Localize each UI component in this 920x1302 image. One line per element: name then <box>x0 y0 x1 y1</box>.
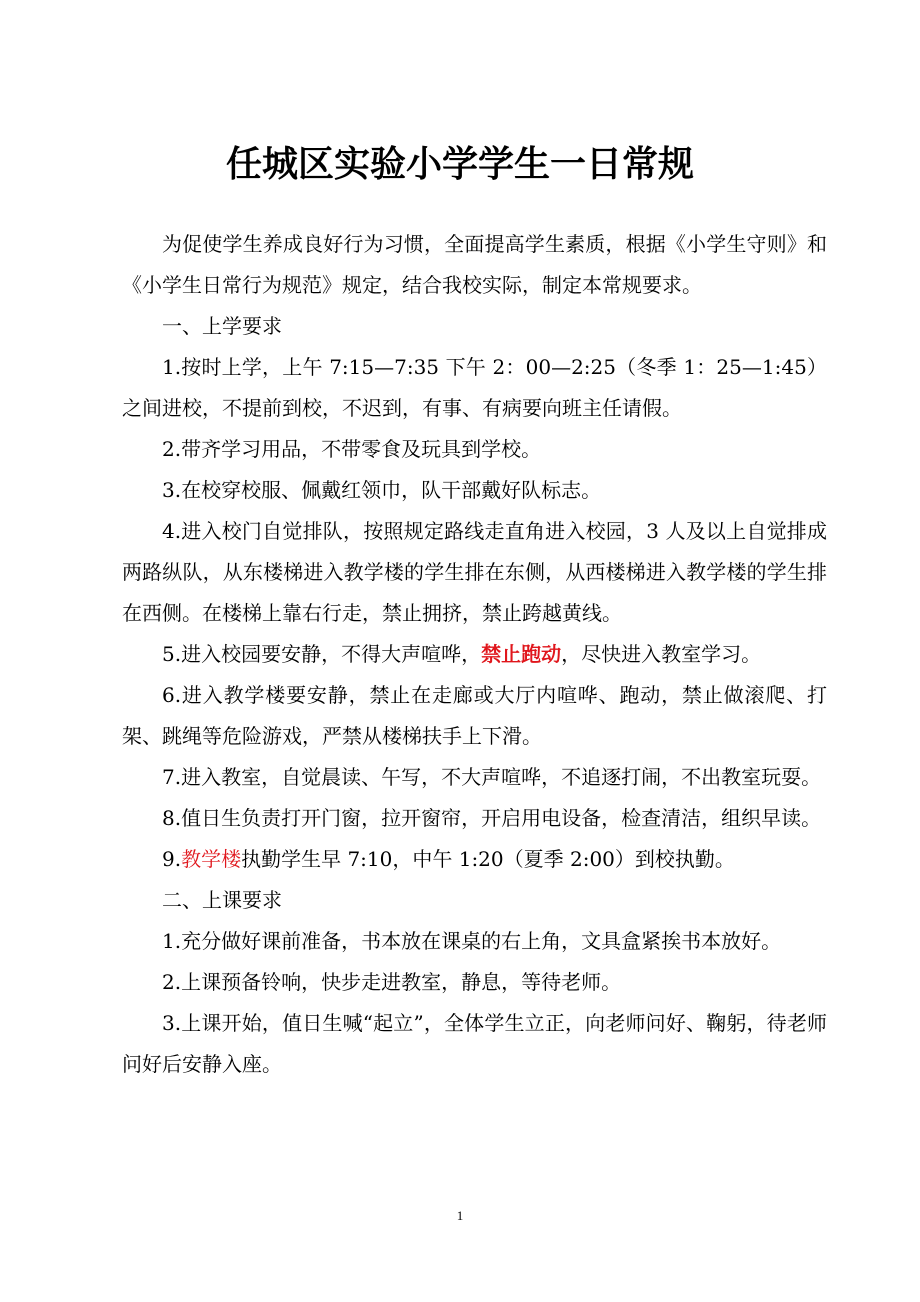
page-number: 1 <box>456 1208 464 1223</box>
no-running-highlight: 禁止跑动 <box>481 642 562 666</box>
arrival-rule-8: 8.值日生负责打开门窗，拉开窗帘，开启用电设备，检查清洁，组织早读。 <box>162 806 822 830</box>
document-title: 任城区实验小学学生一日常规 <box>225 144 694 185</box>
class-rule-2: 2.上课预备铃响，快步走进教室，静息，等待老师。 <box>162 970 622 994</box>
arrival-rule-9-number: 9. <box>162 847 182 871</box>
teaching-building-highlight: 教学楼 <box>181 847 242 871</box>
arrival-rule-1: 1.按时上学，上午 7:15—7:35 下午 2：00—2:25（冬季 1：25—1:45）之间进校，不提前到校，不迟到，有事、有病要向班主任请假。 <box>122 355 827 420</box>
arrival-rule-2: 2.带齐学习用品，不带零食及玩具到学校。 <box>162 437 542 461</box>
intro-paragraph: 为促使学生养成良好行为习惯，全面提高学生素质，根据《小学生守则》和《小学生日常行为规范》规定，结合我校实际，制定本常规要求。 <box>122 232 827 297</box>
section-heading-arrival: 一、上学要求 <box>162 314 282 338</box>
arrival-rule-9 <box>122 839 827 880</box>
arrival-rule-5-text-b: ，尽快进入教室学习。 <box>561 642 762 666</box>
section-heading-class: 二、上课要求 <box>162 888 282 912</box>
arrival-rule-5 <box>122 634 827 675</box>
arrival-rule-6: 6.进入教学楼要安静，禁止在走廊或大厅内喧哗、跑动，禁止做滚爬、打架、跳绳等危险游戏，严禁从楼梯扶手上下滑。 <box>122 683 827 748</box>
arrival-rule-4: 4.进入校门自觉排队，按照规定路线走直角进入校园，3 人及以上自觉排成两路纵队，从东楼梯进入教学楼的学生排在东侧，从西楼梯进入教学楼的学生排在西侧。在楼梯上靠右行走，禁止拥挤，禁止跨越黄线。 <box>122 519 827 625</box>
arrival-rule-9-text: 执勤学生早 7:10，中午 1:20（夏季 2:00）到校执勤。 <box>241 847 735 871</box>
class-rule-3: 3.上课开始，值日生喊“起立”，全体学生立正，向老师问好、鞠躬，待老师问好后安静入座。 <box>122 1011 827 1076</box>
arrival-rule-7: 7.进入教室，自觉晨读、午写，不大声喧哗，不追逐打闹，不出教室玩耍。 <box>162 765 822 789</box>
class-rule-1: 1.充分做好课前准备，书本放在课桌的右上角，文具盒紧挨书本放好。 <box>162 929 782 953</box>
arrival-rule-3: 3.在校穿校服、佩戴红领巾，队干部戴好队标志。 <box>162 478 602 502</box>
document-body <box>122 224 827 1085</box>
arrival-rule-5-text-a: 5.进入校园要安静，不得大声喧哗， <box>162 642 482 666</box>
